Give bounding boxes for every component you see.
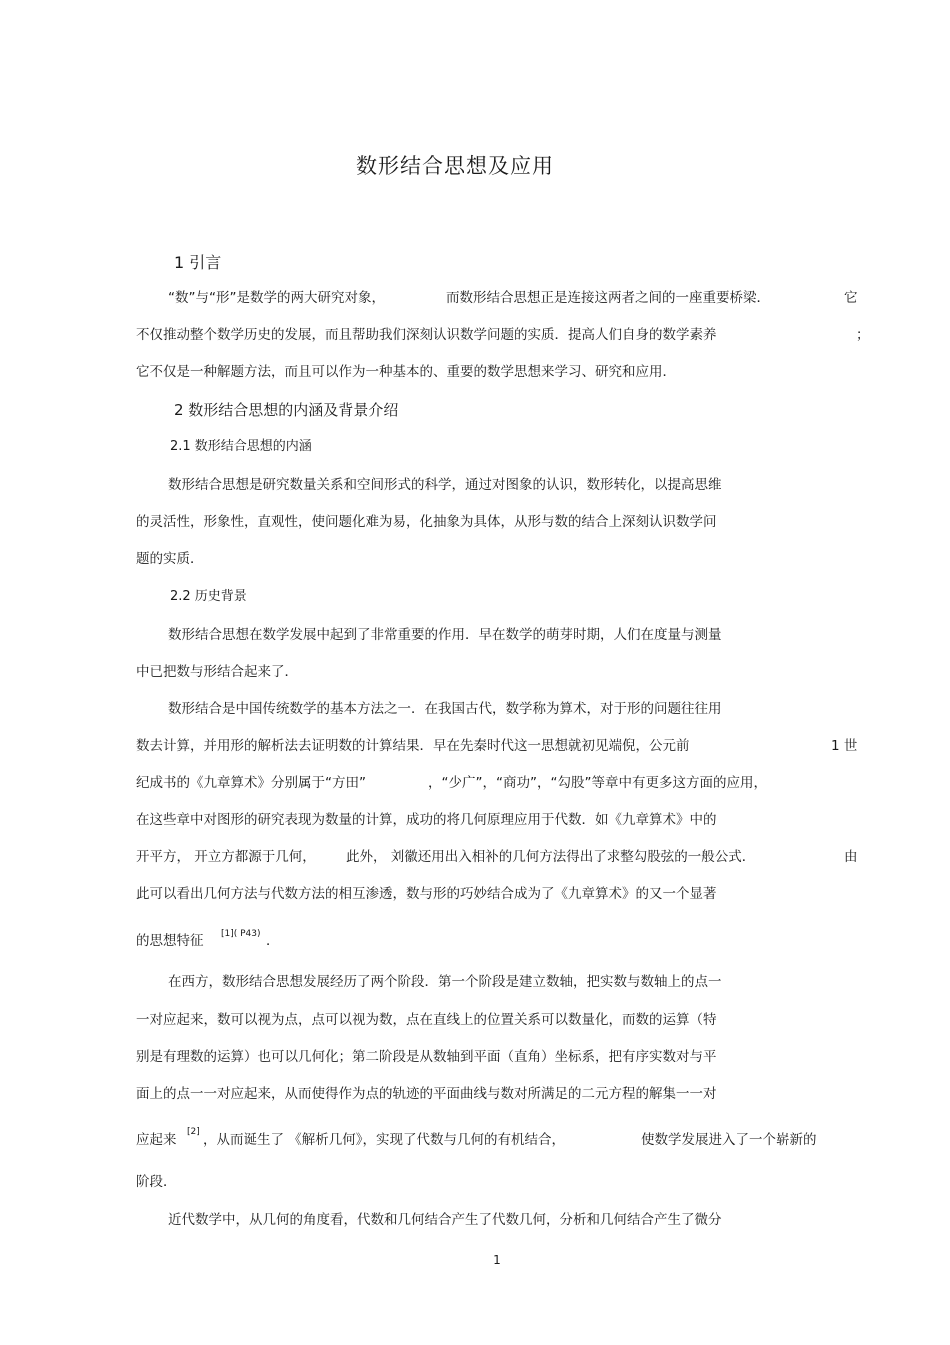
text-line: 开平方， 开立方都源于几何，	[136, 849, 316, 865]
text-line: ．	[266, 933, 280, 949]
page-title: 数形结合思想及应用	[356, 154, 554, 178]
text-line: 此可以看出几何方法与代数方法的相互渗透，数与形的巧妙结合成为了《九章算术》的又一个显著	[136, 886, 717, 902]
text-line: 的思想特征	[136, 933, 204, 949]
text-line: 此外， 刘徽还用出入相补的几何方法得出了求整勾股弦的一般公式．	[346, 849, 756, 865]
page-number: 1	[493, 1253, 501, 1267]
text-line: 一对应起来，数可以视为点，点可以视为数，点在直线上的位置关系可以数量化，而数的运算（特	[136, 1012, 717, 1028]
text-line: 它	[844, 290, 858, 306]
text-line: 中已把数与形结合起来了．	[136, 664, 298, 680]
text-line: 别是有理数的运算）也可以几何化；第二阶段是从数轴到平面（直角）坐标系，把有序实数对与平	[136, 1049, 717, 1065]
section-heading: 1 引言	[174, 253, 222, 272]
text-line: 由	[844, 849, 858, 865]
text-line: 数形结合是中国传统数学的基本方法之一．在我国古代，数学称为算术，对于形的问题往往用	[168, 701, 722, 717]
text-line: 题的实质．	[136, 551, 204, 567]
text-line: 而数形结合思想正是连接这两者之间的一座重要桥梁．	[446, 290, 770, 306]
text-line: 数去计算，并用形的解析法去证明数的计算结果．早在先秦时代这一思想就初见端倪，公元前	[136, 738, 690, 754]
text-line: 纪成书的《九章算术》分别属于“方田”	[136, 775, 366, 791]
citation-superscript: [1]( P43)	[221, 929, 261, 939]
text-line: 面上的点一一对应起来，从而使得作为点的轨迹的平面曲线与数对所满足的二元方程的解集一一对	[136, 1086, 717, 1102]
text-line: 在这些章中对图形的研究表现为数量的计算，成功的将几何原理应用于代数．如《九章算术》中的	[136, 812, 717, 828]
text-line: “数”与“形”是数学的两大研究对象，	[168, 290, 385, 306]
text-line: 1 世	[831, 738, 858, 754]
subsection-heading: 2.1 数形结合思想的内涵	[170, 439, 312, 454]
text-line: 它不仅是一种解题方法，而且可以作为一种基本的、重要的数学思想来学习、研究和应用．	[136, 364, 676, 380]
text-line: ；	[856, 327, 870, 343]
citation-superscript: [2]	[187, 1127, 200, 1137]
text-line: 近代数学中，从几何的角度看，代数和几何结合产生了代数几何，分析和几何结合产生了微分	[168, 1212, 722, 1228]
text-line: ，从而诞生了 《解析几何》，实现了代数与几何的有机结合，	[203, 1132, 566, 1148]
text-line: 数形结合思想是研究数量关系和空间形式的科学，通过对图象的认识，数形转化，以提高思维	[168, 477, 722, 493]
text-line: 应起来	[136, 1132, 177, 1148]
section-heading: 2 数形结合思想的内涵及背景介绍	[174, 401, 399, 419]
text-line: 数形结合思想在数学发展中起到了非常重要的作用．早在数学的萌芽时期，人们在度量与测量	[168, 627, 722, 643]
subsection-heading: 2.2 历史背景	[170, 589, 247, 604]
text-line: ，“少广”，“商功”，“勾股”等章中有更多这方面的应用，	[428, 775, 767, 791]
text-line: 使数学发展进入了一个崭新的	[641, 1132, 817, 1148]
text-line: 在西方，数形结合思想发展经历了两个阶段．第一个阶段是建立数轴，把实数与数轴上的点一	[168, 974, 722, 990]
text-line: 不仅推动整个数学历史的发展，而且帮助我们深刻认识数学问题的实质．提高人们自身的数学素养	[136, 327, 717, 343]
text-line: 的灵活性，形象性，直观性，使问题化难为易，化抽象为具体，从形与数的结合上深刻认识数学问	[136, 514, 717, 530]
text-line: 阶段．	[136, 1174, 177, 1190]
